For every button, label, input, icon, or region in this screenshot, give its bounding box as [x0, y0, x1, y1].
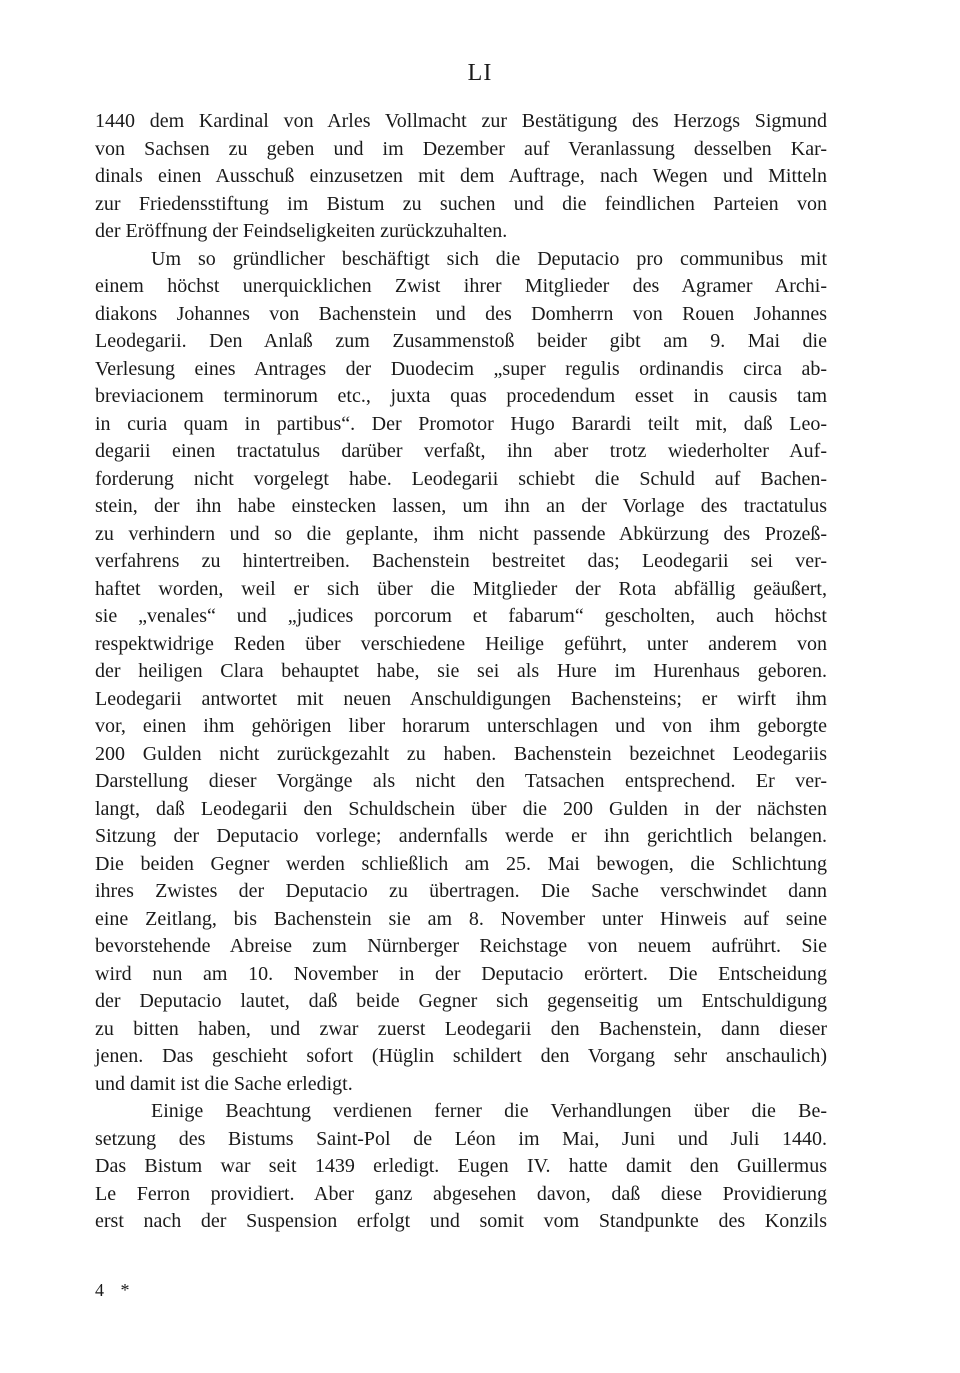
page-number: LI [467, 60, 493, 86]
text-line: Darstellung dieser Vorgänge als nicht den Tatsachen entsprechend. Er ver- [95, 770, 827, 792]
text-line: Le Ferron providiert. Aber ganz abgesehen davon, daß diese Providierung [95, 1182, 827, 1205]
text-line: einem höchst unerquicklichen Zwist ihrer Mitglieder des Agramer Archi- [95, 275, 827, 297]
signature-mark: 4 * [95, 1280, 136, 1300]
text-line: Um so gründlicher beschäftigt sich die Deputacio pro communibus mit [151, 247, 827, 270]
text-line: erst nach der Suspension erfolgt und somit vom Standpunkte des Konzils [95, 1210, 827, 1232]
text-line: der Eröffnung der Feindseligkeiten zurückzuhalten. [95, 220, 508, 242]
text-line: forderung nicht vorgelegt habe. Leodegarii schiebt die Schuld auf Bachen- [95, 467, 827, 490]
text-line: degarii einen tractatulus darüber verfaßt, ihn aber trotz wiederholter Auf- [95, 440, 827, 462]
body-text [95, 108, 827, 1236]
text-line: und damit ist die Sache erledigt. [95, 1072, 353, 1095]
text-line: haftet worden, weil er sich über die Mitglieder der Rota abfällig geäußert, [95, 577, 827, 600]
text-line: der heiligen Clara behauptet habe, sie sei als Hure im Hurenhaus geboren. [95, 660, 827, 682]
text-line: Verlesung eines Antrages der Duodecim „super regulis ordinandis circa ab- [95, 357, 827, 380]
text-line: der Deputacio lautet, daß beide Gegner sich gegenseitig um Entschuldigung [95, 990, 827, 1012]
text-line: verfahrens zu hintertreiben. Bachenstein bestreitet das; Leodegarii sei ver- [95, 550, 827, 572]
text-line: jenen. Das geschieht sofort (Hüglin schildert den Vorgang sehr anschaulich) [95, 1045, 827, 1067]
text-line: bevorstehende Abreise zum Nürnberger Reichstage von neuem aufrührt. Sie [95, 935, 827, 957]
text-line: breviacionem terminorum etc., juxta quas procedendum esset in causis tam [95, 385, 827, 407]
text-line: stein, der ihn habe einstecken lassen, um ihn an der Vorlage des tractatulus [95, 495, 827, 517]
text-line: respektwidrige Reden über verschiedene Heilige geführt, unter anderem von [95, 632, 827, 655]
text-line: diakons Johannes von Bachenstein und des Domherrn von Rouen Johannes [95, 302, 827, 325]
text-line: Einige Beachtung verdienen ferner die Verhandlungen über die Be- [151, 1100, 827, 1122]
text-line: Sitzung der Deputacio vorlege; andernfalls werde er ihn gerichtlich belangen. [95, 825, 827, 847]
text-line: zu bitten haben, und zwar zuerst Leodegarii den Bachenstein, dann dieser [95, 1017, 827, 1040]
text-line: ihres Zwistes der Deputacio zu übertragen. Die Sache verschwindet dann [95, 880, 827, 902]
text-line: zur Friedensstiftung im Bistum zu suchen und die feindlichen Parteien von [95, 192, 827, 215]
text-line: Das Bistum war seit 1439 erledigt. Eugen IV. hatte damit den Guillermus [95, 1155, 827, 1177]
text-line: 200 Gulden nicht zurückgezahlt zu haben. Bachenstein bezeichnet Leodegariis [95, 742, 827, 765]
text-line: setzung des Bistums Saint-Pol de Léon im Mai, Juni und Juli 1440. [95, 1127, 827, 1150]
text-line: sie „venales“ und „judices porcorum et fabarum“ gescholten, auch höchst [95, 605, 827, 627]
text-line: eine Zeitlang, bis Bachenstein sie am 8. November unter Hinweis auf seine [95, 907, 827, 930]
text-line: wird nun am 10. November in der Deputacio erörtert. Die Entscheidung [95, 962, 827, 985]
text-line: 1440 dem Kardinal von Arles Vollmacht zur Bestätigung des Herzogs Sigmund [95, 110, 827, 132]
text-line: langt, daß Leodegarii den Schuldschein über die 200 Gulden in der nächsten [95, 797, 827, 820]
text-line: dinals einen Ausschuß einzusetzen mit dem Auftrage, nach Wegen und Mitteln [95, 165, 827, 187]
text-line: von Sachsen zu geben und im Dezember auf Veranlassung desselben Kar- [95, 137, 827, 160]
text-line: Die beiden Gegner werden schließlich am 25. Mai bewogen, die Schlichtung [95, 852, 827, 875]
text-line: zu verhindern und so die geplante, ihm nicht passende Abkürzung des Prozeß- [95, 522, 827, 545]
text-line: vor, einen ihm gehörigen liber horarum unterschlagen und von ihm geborgte [95, 715, 827, 737]
text-line: Leodegarii. Den Anlaß zum Zusammenstoß beider gibt am 9. Mai die [95, 330, 827, 352]
text-line: in curia quam in partibus“. Der Promotor Hugo Barardi teilt mit, daß Leo- [95, 412, 827, 435]
text-line: Leodegarii antwortet mit neuen Anschuldigungen Bachensteins; er wirft ihm [95, 687, 827, 710]
